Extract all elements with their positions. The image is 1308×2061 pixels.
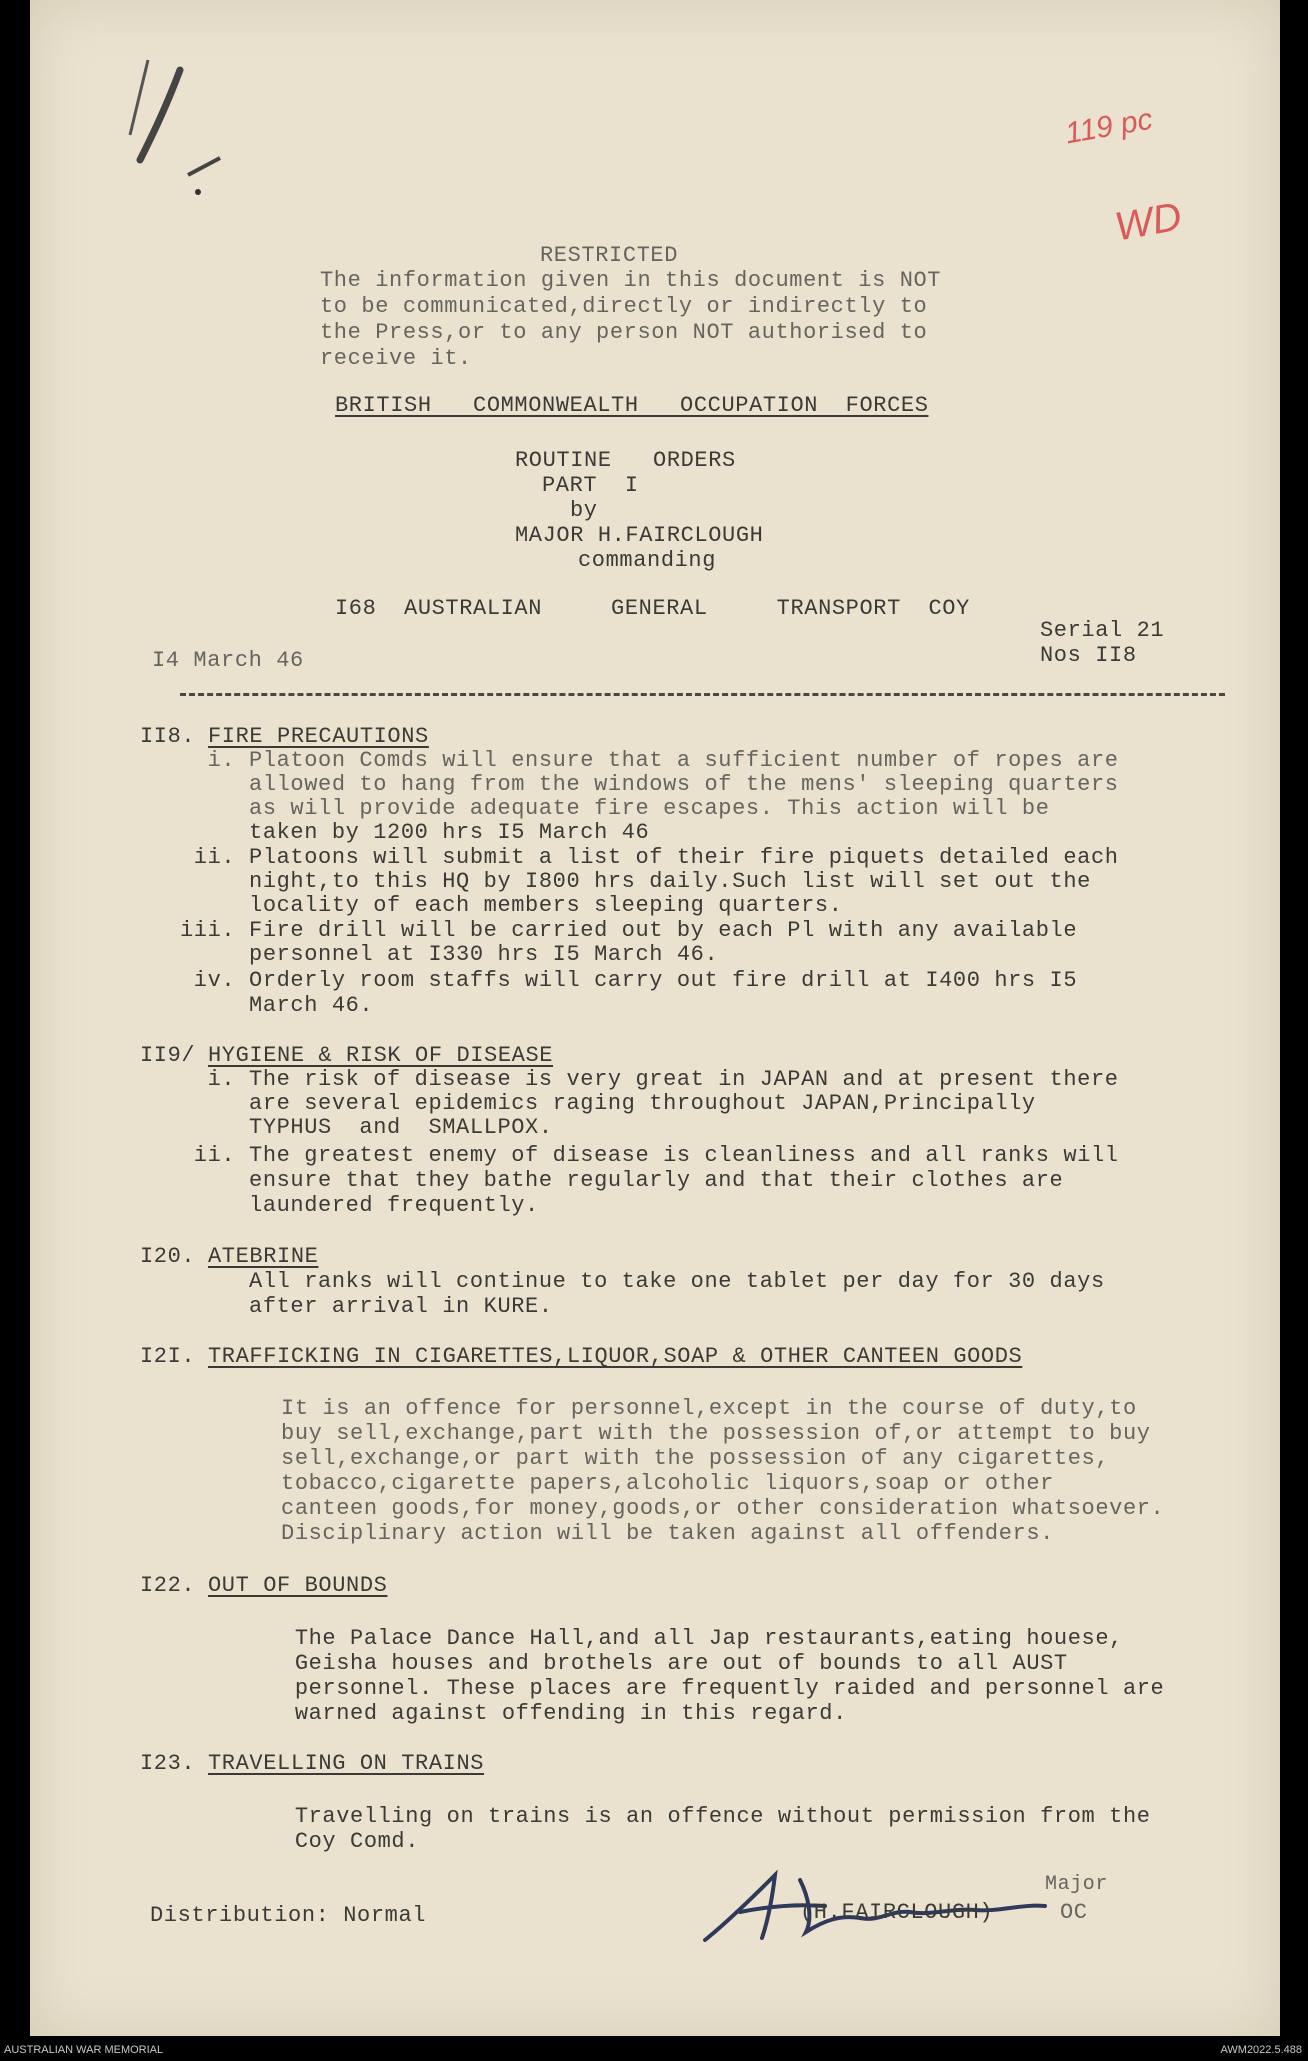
notice-line-2: to be communicated,directly or indirectly to [320,294,928,319]
item-118-line: March 46. [180,993,374,1018]
item-120-line: after arrival in KURE. [180,1294,553,1319]
item-123-line: Coy Comd. [212,1829,420,1854]
item-123-number: I23. [140,1751,196,1776]
document-page [30,0,1280,2036]
item-118-line: personnel at I330 hrs I5 March 46. [180,942,719,967]
signature-name: (H.FAIRCLOUGH) [800,1900,994,1925]
forces-title: BRITISH COMMONWEALTH OCCUPATION FORCES [335,393,929,418]
item-119-title: HYGIENE & RISK OF DISEASE [208,1043,554,1068]
handwritten-annotation-wd: WD [1111,194,1185,250]
item-121-line: sell,exchange,or part with the possession of any cigarettes, [212,1446,1110,1471]
footer-left-credit: AUSTRALIAN WAR MEMORIAL [4,2044,164,2056]
header-divider [180,693,1225,696]
item-119-line: i. The risk of disease is very great in JAPAN and at present there [180,1067,1119,1092]
handwritten-annotation-119pc: 119 pc [1062,102,1155,151]
notice-line-4: receive it. [320,346,472,371]
restricted-heading: RESTRICTED [540,243,679,268]
notice-line-1: The information given in this document is NOT [320,268,942,293]
item-122-title: OUT OF BOUNDS [208,1573,388,1598]
item-122-number: I22. [140,1573,196,1598]
item-118-number: II8. [140,724,196,749]
orders-line-2: PART I [542,473,639,498]
item-119-line: ensure that they bathe regularly and that their clothes are [180,1168,1064,1193]
item-120-line: All ranks will continue to take one tablet per day for 30 days [180,1269,1105,1294]
item-122-line: Geisha houses and brothels are out of bounds to all AUST [212,1651,1068,1676]
distribution-line: Distribution: Normal [150,1903,427,1928]
item-122-line: The Palace Dance Hall,and all Jap restaurants,eating houese, [212,1626,1123,1651]
item-118-line: as will provide adequate fire escapes. This action will be [180,796,1050,821]
orders-line-4: MAJOR H.FAIRCLOUGH [515,523,764,548]
item-121-line: Disciplinary action will be taken against all offenders. [212,1521,1054,1546]
item-118-line: ii. Platoons will submit a list of their fire piquets detailed each [180,845,1119,870]
item-121-number: I2I. [140,1344,196,1369]
unit-line: I68 AUSTRALIAN GENERAL TRANSPORT COY [335,596,970,621]
order-date: I4 March 46 [152,648,304,673]
orders-line-3: by [570,498,598,523]
item-119-number: II9/ [140,1043,196,1068]
item-121-line: buy sell,exchange,part with the possession of,or attempt to buy [212,1421,1151,1446]
item-121-line: It is an offence for personnel,except in the course of duty,to [212,1396,1137,1421]
orders-line-5: commanding [578,548,717,573]
signature-rank: Major [1045,1873,1109,1896]
item-118-line: taken by 1200 hrs I5 March 46 [180,820,650,845]
item-119-line: ii. The greatest enemy of disease is cleanliness and all ranks will [180,1143,1119,1168]
orders-line-1: ROUTINE ORDERS [515,448,736,473]
item-118-line: iv. Orderly room staffs will carry out fire drill at I400 hrs I5 [180,968,1078,993]
signature-suffix: OC [1060,1900,1088,1925]
item-121-title: TRAFFICKING IN CIGARETTES,LIQUOR,SOAP & OTHER CANTEEN GOODS [208,1344,1023,1369]
item-119-line: are several epidemics raging throughout JAPAN,Principally [180,1091,1036,1116]
footer-right-id: AWM2022.5.488 [1220,2044,1302,2056]
item-118-line: night,to this HQ by I800 hrs daily.Such list will set out the [180,869,1091,894]
item-118-line: allowed to hang from the windows of the mens' sleeping quarters [180,772,1119,797]
pencil-mark [70,50,230,210]
item-119-line: laundered frequently. [180,1193,539,1218]
item-118-line: locality of each members sleeping quarters. [180,893,843,918]
item-118-line: i. Platoon Comds will ensure that a sufficient number of ropes are [180,748,1119,773]
item-121-line: canteen goods,for money,goods,or other consideration whatsoever. [212,1496,1165,1521]
item-121-line: tobacco,cigarette papers,alcoholic liquors,soap or other [212,1471,1054,1496]
item-119-line: TYPHUS and SMALLPOX. [180,1115,553,1140]
item-118-title: FIRE PRECAUTIONS [208,724,429,749]
notice-line-3: the Press,or to any person NOT authorised to [320,320,928,345]
item-123-title: TRAVELLING ON TRAINS [208,1751,485,1776]
order-numbers: Nos II8 [1040,643,1137,668]
item-120-number: I20. [140,1244,196,1269]
item-120-title: ATEBRINE [208,1244,319,1269]
item-122-line: personnel. These places are frequently raided and personnel are [212,1676,1165,1701]
item-118-line: iii. Fire drill will be carried out by each Pl with any available [180,918,1078,943]
item-122-line: warned against offending in this regard. [212,1701,847,1726]
item-123-line: Travelling on trains is an offence without permission from the [212,1804,1151,1829]
serial-number: Serial 21 [1040,618,1165,643]
